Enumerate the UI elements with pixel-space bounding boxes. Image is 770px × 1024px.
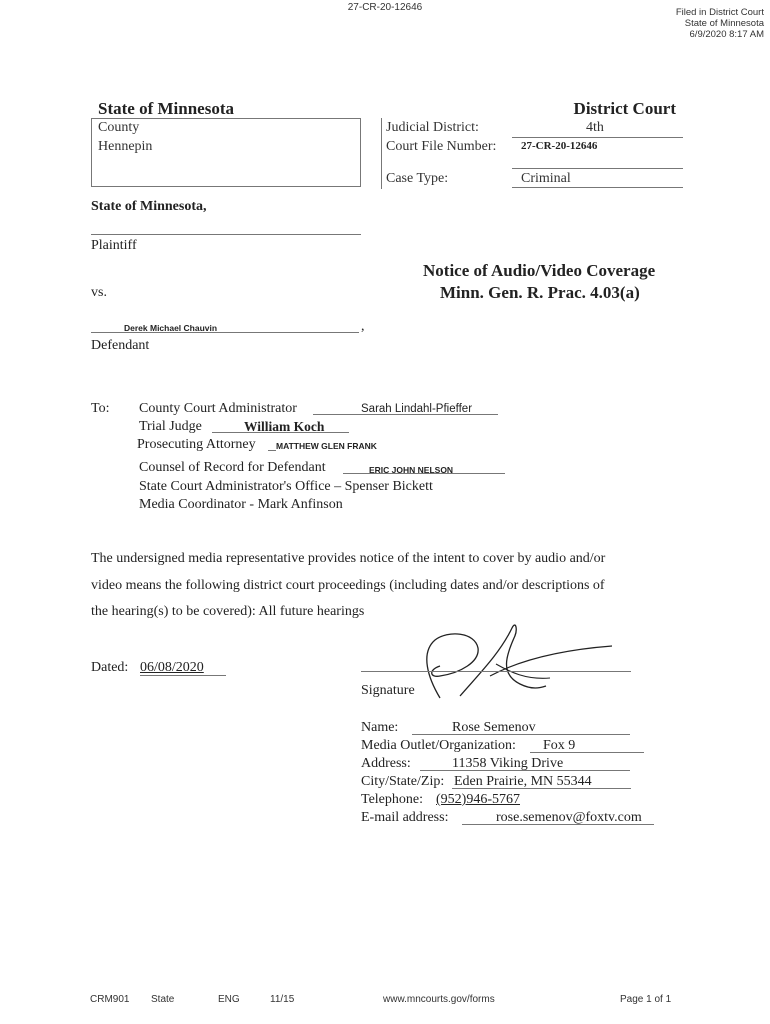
dated-label: Dated: — [91, 660, 129, 675]
footer-form-id: CRM901 — [90, 994, 130, 1005]
court-file-value: 27-CR-20-12646 — [521, 140, 598, 152]
filed-line-1: Filed in District Court — [675, 7, 764, 18]
county-admin-label: County Court Administrator — [139, 401, 297, 416]
email-label: E-mail address: — [361, 810, 449, 825]
notice-title-line2: Minn. Gen. R. Prac. 4.03(a) — [440, 283, 640, 302]
trial-judge-label: Trial Judge — [139, 419, 202, 434]
court-file-line — [512, 168, 683, 169]
state-title: State of Minnesota — [98, 99, 234, 118]
state-admin-line: State Court Administrator's Office – Spenser Bickett — [139, 479, 433, 494]
defendant-name: Derek Michael Chauvin — [124, 323, 218, 333]
footer-rev: 11/15 — [270, 994, 295, 1005]
judicial-district-line — [512, 137, 683, 138]
defendant-label: Defendant — [91, 338, 150, 353]
body-line-1: The undersigned media representative provides notice of the intent to cover by audio and/or — [91, 551, 606, 566]
defendant-comma: , — [361, 319, 365, 334]
prosecutor-value: MATTHEW GLEN FRANK — [276, 441, 377, 451]
case-number-header: 27-CR-20-12646 — [347, 2, 423, 13]
name-label: Name: — [361, 720, 399, 735]
county-value: Hennepin — [98, 139, 153, 154]
dated-value: 06/08/2020 — [140, 660, 204, 675]
case-type-label: Case Type: — [386, 171, 449, 186]
signature-label: Signature — [361, 683, 415, 698]
plaintiff-label: Plaintiff — [91, 238, 137, 253]
prosecutor-line — [268, 450, 276, 451]
notice-title-line1: Notice of Audio/Video Coverage — [423, 261, 656, 280]
court-title: District Court — [573, 99, 676, 118]
body-line-3: the hearing(s) to be covered): All future hearings — [91, 604, 365, 619]
signature-line — [361, 671, 631, 672]
body-line-2: video means the following district court proceedings (including dates and/or descriptions of — [91, 578, 605, 593]
case-type-line — [512, 187, 683, 188]
filed-line-2: State of Minnesota — [684, 18, 764, 29]
case-type-value: Criminal — [521, 171, 571, 186]
handwritten-signature — [400, 618, 620, 708]
city-value: Eden Prairie, MN 55344 — [454, 774, 592, 789]
outlet-value: Fox 9 — [543, 738, 576, 753]
address-value: 11358 Viking Drive — [452, 756, 564, 771]
to-label: To: — [91, 401, 110, 416]
phone-label: Telephone: — [361, 792, 423, 807]
filed-stamp — [676, 7, 764, 40]
court-file-label: Court File Number: — [386, 139, 497, 154]
address-label: Address: — [361, 756, 411, 771]
judicial-district-label: Judicial District: — [386, 120, 479, 135]
media-coordinator-line: Media Coordinator - Mark Anfinson — [139, 497, 343, 512]
footer-page: Page 1 of 1 — [620, 994, 672, 1005]
case-info-bar — [381, 118, 382, 189]
plaintiff-name: State of Minnesota, — [91, 199, 207, 214]
footer-state: State — [151, 994, 175, 1005]
plaintiff-line — [91, 234, 361, 235]
city-label: City/State/Zip: — [361, 774, 445, 789]
outlet-label: Media Outlet/Organization: — [361, 738, 516, 753]
name-value: Rose Semenov — [452, 720, 536, 735]
defense-label: Counsel of Record for Defendant — [139, 460, 326, 475]
dated-line — [140, 675, 226, 676]
phone-value: (952)946-5767 — [436, 792, 520, 807]
email-value: rose.semenov@foxtv.com — [496, 810, 642, 825]
versus: vs. — [91, 285, 107, 300]
trial-judge-value: William Koch — [244, 419, 325, 434]
footer-lang: ENG — [218, 994, 240, 1005]
county-label: County — [98, 120, 140, 135]
defense-value: ERIC JOHN NELSON — [369, 465, 454, 475]
filed-line-3: 6/9/2020 8:17 AM — [689, 29, 764, 40]
prosecutor-label: Prosecuting Attorney — [137, 437, 256, 452]
judicial-district-value: 4th — [586, 120, 604, 135]
footer-url: www.mncourts.gov/forms — [383, 994, 495, 1005]
county-admin-value: Sarah Lindahl-Pfieffer — [361, 403, 473, 415]
